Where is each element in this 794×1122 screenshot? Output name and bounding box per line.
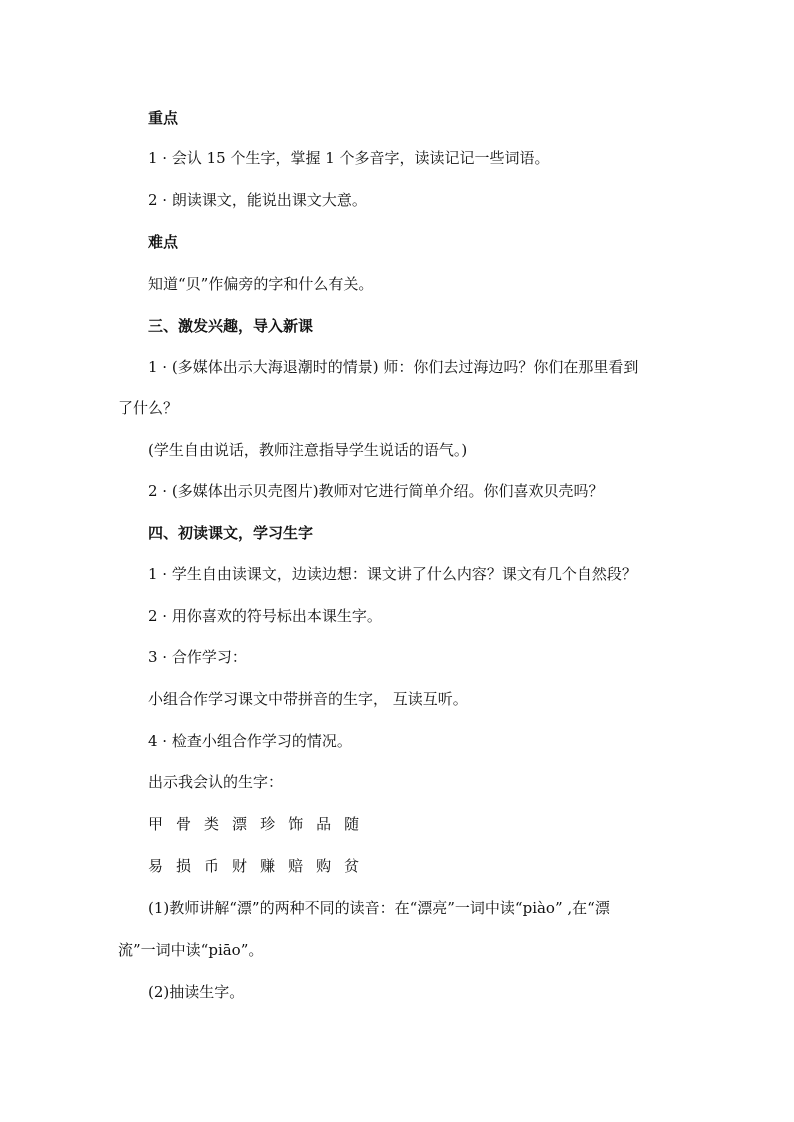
part4-item3-detail: 小组合作学习课文中带拼音的生字， 互读互听。 <box>148 690 468 708</box>
part3-item1-line1: 1 · (多媒体出示大海退潮时的情景) 师：你们去过海边吗？你们在那里看到 <box>148 358 639 376</box>
char-item: 损 <box>176 857 192 875</box>
char-item: 漂 <box>232 815 248 833</box>
char-item: 珍 <box>260 815 276 833</box>
part4-heading: 四、初读课文，学习生字 <box>148 524 314 542</box>
part4-item4: 4 · 检查小组合作学习的情况。 <box>148 732 352 750</box>
chars-row-1 <box>148 814 372 834</box>
char-item: 饰 <box>288 815 304 833</box>
part3-item1-line2: 了什么？ <box>118 399 179 417</box>
char-item: 骨 <box>176 815 192 833</box>
explain-2: (2)抽读生字。 <box>148 983 245 1001</box>
char-item: 类 <box>204 815 220 833</box>
key-point-1: 1 · 会认 15 个生字，掌握 1 个多音字，读读记记一些词语。 <box>148 149 550 167</box>
difficulty-text: 知道“贝”作偏旁的字和什么有关。 <box>148 275 374 293</box>
explain-line-2: 流”一词中读“piāo”。 <box>118 941 264 959</box>
char-item: 购 <box>316 857 332 875</box>
char-item: 赔 <box>288 857 304 875</box>
chars-row-2 <box>148 856 372 876</box>
part4-item3: 3 · 合作学习： <box>148 648 247 666</box>
key-point-2: 2 · 朗读课文，能说出课文大意。 <box>148 191 367 209</box>
char-item: 贫 <box>344 857 360 875</box>
part3-item2: 2 · (多媒体出示贝壳图片)教师对它进行简单介绍。你们喜欢贝壳吗？ <box>148 482 604 500</box>
char-item: 甲 <box>148 815 164 833</box>
part3-note: (学生自由说话，教师注意指导学生说话的语气。) <box>148 441 468 459</box>
part4-item2: 2 · 用你喜欢的符号标出本课生字。 <box>148 607 382 625</box>
char-item: 币 <box>204 857 220 875</box>
show-chars-label: 出示我会认的生字： <box>148 773 284 791</box>
char-item: 赚 <box>260 857 276 875</box>
difficulty-heading: 难点 <box>148 233 179 251</box>
part4-item1: 1 · 学生自由读课文，边读边想：课文讲了什么内容？课文有几个自然段？ <box>148 565 637 583</box>
char-item: 品 <box>316 815 332 833</box>
explain-line-1: (1)教师讲解“漂”的两种不同的读音：在“漂亮”一词中读“piào” ,在“漂 <box>148 899 610 917</box>
part3-heading: 三、激发兴趣，导入新课 <box>148 317 314 335</box>
key-points-heading: 重点 <box>148 109 179 127</box>
char-item: 财 <box>232 857 248 875</box>
char-item: 易 <box>148 857 164 875</box>
char-item: 随 <box>344 815 360 833</box>
